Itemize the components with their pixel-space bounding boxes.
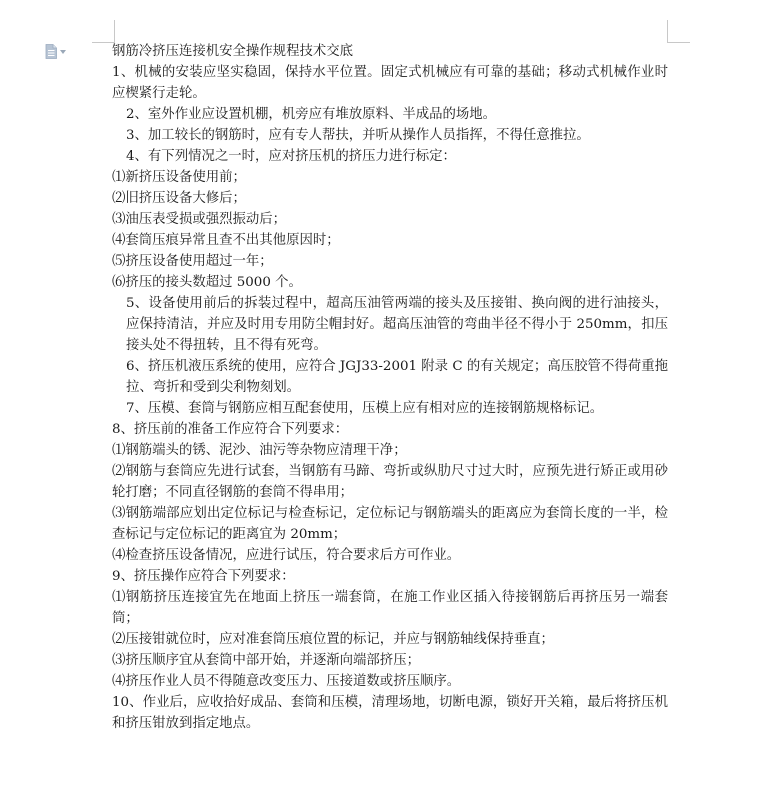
paragraph-list [112, 62, 668, 734]
paragraph: 4、有下列情况之一时，应对挤压机的挤压力进行标定： [126, 149, 456, 164]
paragraph: 6、挤压机液压系统的使用，应符合 JGJ33-2001 附录 C 的有关规定；高压胶管不得荷重拖拉、弯折和受到尖利物刻划。 [126, 359, 668, 395]
paragraph: ⑴钢筋挤压连接宜先在地面上挤压一端套筒，在施工作业区插入待接钢筋后再挤压另一端套筒； [112, 590, 668, 626]
paragraph: 9、挤压操作应符合下列要求： [112, 569, 295, 584]
paragraph: ⑵压接钳就位时，应对准套筒压痕位置的标记，并应与钢筋轴线保持垂直； [112, 632, 554, 647]
paragraph: 3、加工较长的钢筋时，应有专人帮扶，并听从操作人员指挥，不得任意推拉。 [126, 128, 590, 143]
paragraph: ⑵旧挤压设备大修后； [112, 191, 246, 206]
paragraph: 2、室外作业应设置机棚，机旁应有堆放原料、半成品的场地。 [126, 107, 497, 122]
paragraph: ⑶钢筋端部应划出定位标记与检查标记，定位标记与钢筋端头的距离应为套筒长度的一半，检查标记与定位标记的距离宜为 20mm； [112, 506, 668, 542]
paragraph: ⑵钢筋与套筒应先进行试套，当钢筋有马蹄、弯折或纵肋尺寸过大时，应预先进行矫正或用砂轮打磨；不同直径钢筋的套筒不得串用； [112, 464, 668, 500]
paragraph: 10、作业后，应收拾好成品、套筒和压模，清理场地，切断电源，锁好开关箱，最后将挤压机和挤压钳放到指定地点。 [112, 695, 668, 731]
page-corner-mark-right [667, 20, 690, 43]
paragraph: ⑴钢筋端头的锈、泥沙、油污等杂物应清理干净； [112, 443, 407, 458]
paragraph: ⑷检查挤压设备情况，应进行试压，符合要求后方可作业。 [112, 548, 461, 563]
paragraph: ⑶油压表受损或强烈振动后； [112, 212, 287, 227]
paragraph: 8、挤压前的准备工作应符合下列要求： [112, 422, 349, 437]
paragraph: 7、压模、套筒与钢筋应相互配套使用，压模上应有相对应的连接钢筋规格标记。 [126, 401, 604, 416]
paragraph: ⑷套筒压痕异常且查不出其他原因时； [112, 233, 340, 248]
paragraph: 5、设备使用前后的拆装过程中，超高压油管两端的接头及压接钳、换向阀的进行油接头，应保持清洁，并应及时用专用防尘帽封好。超高压油管的弯曲半径不得小于 250mm，扣压接头处不得扭转，且不得有死弯。 [126, 296, 668, 353]
document-menu[interactable] [45, 42, 79, 60]
document-body [112, 41, 668, 734]
paragraph: 1、机械的安装应坚实稳固，保持水平位置。固定式机械应有可靠的基础；移动式机械作业时应楔紧行走轮。 [112, 65, 668, 101]
document-icon [45, 44, 57, 59]
paragraph: ⑸挤压设备使用超过一年； [112, 254, 273, 269]
chevron-down-icon [60, 50, 66, 54]
paragraph: ⑴新挤压设备使用前； [112, 170, 246, 185]
page-corner-mark-left [92, 20, 115, 43]
paragraph: ⑶挤压顺序宜从套筒中部开始，并逐渐向端部挤压； [112, 653, 420, 668]
paragraph: ⑷挤压作业人员不得随意改变压力、压接道数或挤压顺序。 [112, 674, 461, 689]
paragraph: ⑹挤压的接头数超过 5000 个。 [112, 275, 302, 290]
document-title: 钢筋冷挤压连接机安全操作规程技术交底 [112, 44, 354, 59]
